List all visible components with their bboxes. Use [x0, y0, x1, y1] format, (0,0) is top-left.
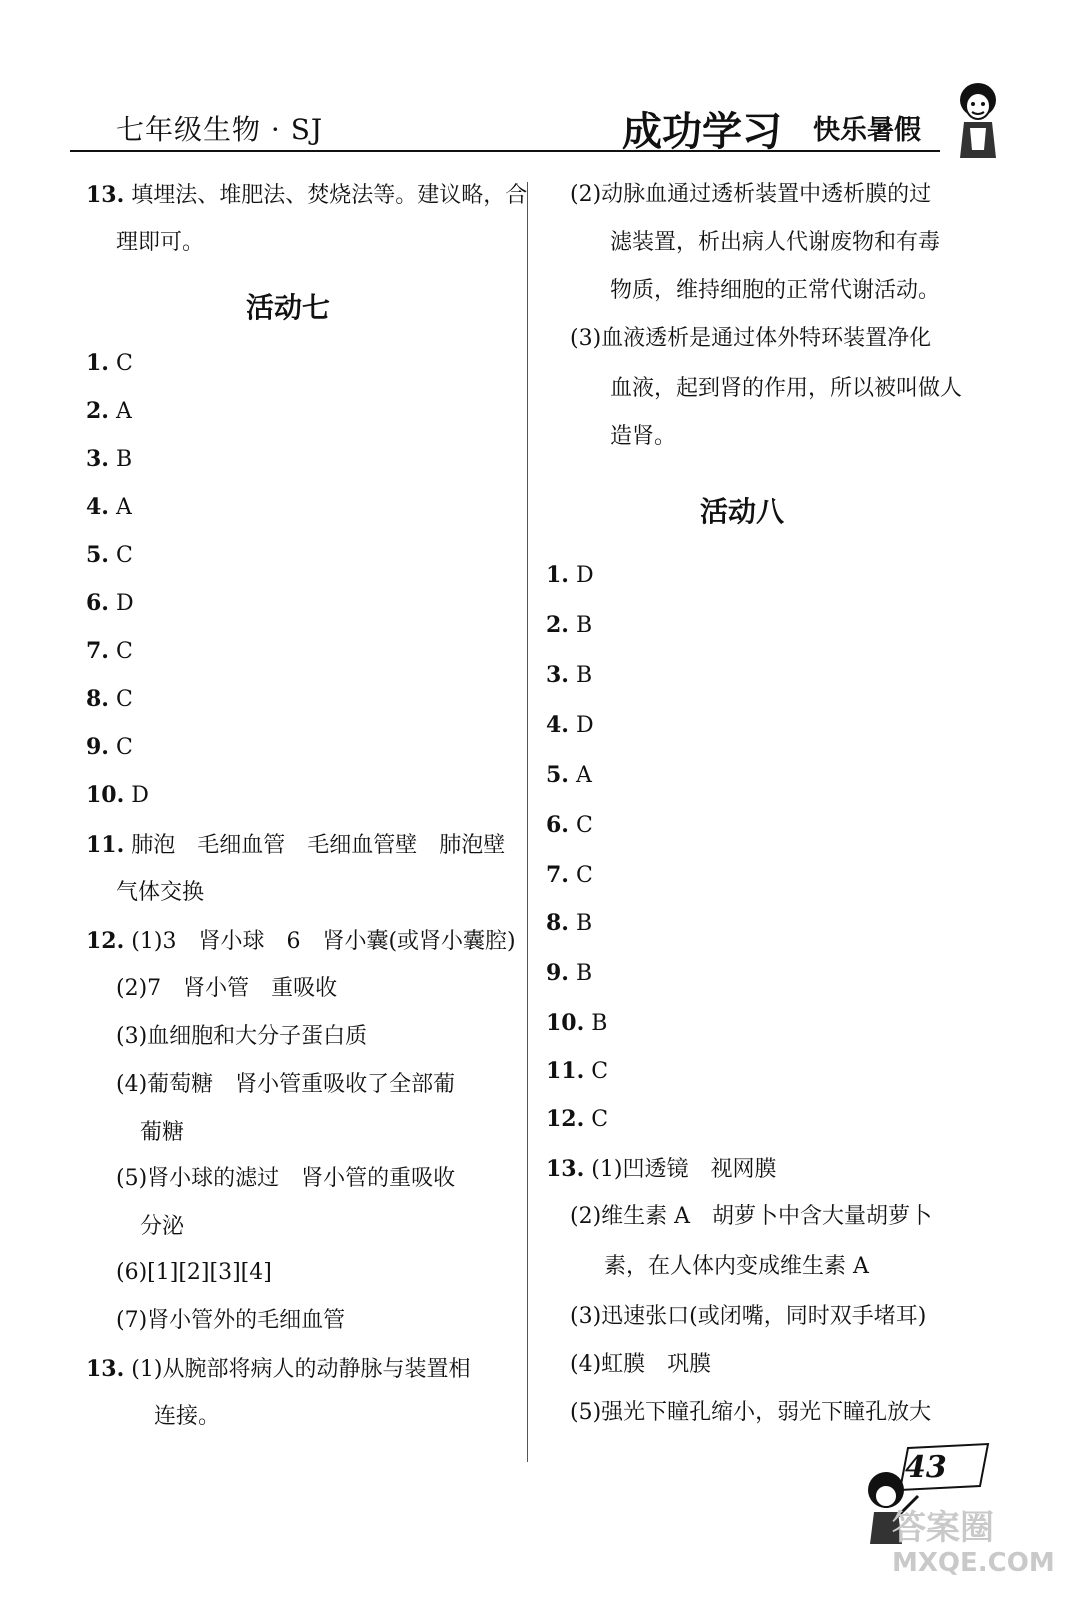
answer-item: 5. A — [546, 762, 592, 788]
answer-item: 13. (1)从腕部将病人的动静脉与装置相 — [86, 1356, 471, 1382]
answer-subitem: (4)虹膜 巩膜 — [570, 1352, 712, 1377]
answer-subitem: (5)肾小球的滤过 肾小管的重吸收 — [116, 1166, 456, 1191]
watermark: 答案圈 — [892, 1508, 994, 1548]
answer-subitem-continuation: 分泌 — [140, 1214, 185, 1239]
watermark-url: MXQE.COM — [892, 1548, 1055, 1578]
section-title: 活动七 — [246, 291, 331, 324]
answer-item: 6. D — [86, 590, 134, 616]
answer-item: 2. B — [546, 612, 593, 638]
answer-subitem: (3)迅速张口(或闭嘴，同时双手堵耳) — [570, 1304, 927, 1329]
answer-item: 4. A — [86, 494, 132, 520]
girl-mascot-icon — [948, 78, 1008, 164]
answer-subitem-continuation: 造肾。 — [610, 424, 677, 449]
answer-item: 12. C — [546, 1106, 609, 1132]
answer-subitem: (2)动脉血通过透析装置中透析膜的过 — [570, 182, 932, 207]
answer-subitem: (7)肾小管外的毛细血管 — [116, 1308, 346, 1333]
answer-item: 9. B — [546, 960, 593, 986]
answer-item: 11. C — [546, 1058, 609, 1084]
answer-item: 13. (1)凹透镜 视网膜 — [546, 1156, 777, 1182]
answer-item: 13. 填埋法、堆肥法、焚烧法等。建议略，合 — [86, 182, 528, 208]
answer-subitem: (6)[1][2][3][4] — [116, 1260, 272, 1285]
page-number: 43 — [905, 1450, 947, 1485]
answer-item: 9. C — [86, 734, 133, 760]
answer-item-continuation: 气体交换 — [116, 880, 205, 905]
answer-item: 7. C — [546, 862, 593, 888]
answer-item-continuation: 理即可。 — [116, 230, 205, 255]
answer-subitem-continuation: 葡糖 — [140, 1120, 185, 1145]
brand-subtitle: 快乐暑假 — [813, 115, 921, 146]
answer-item: 11. 肺泡 毛细血管 毛细血管壁 肺泡壁 — [86, 832, 506, 858]
answer-subitem-continuation: 滤装置，析出病人代谢废物和有毒 — [610, 230, 941, 255]
answer-item: 5. C — [86, 542, 133, 568]
answer-subitem-continuation: 物质，维持细胞的正常代谢活动。 — [610, 278, 941, 303]
answer-subitem: (4)葡萄糖 肾小管重吸收了全部葡 — [116, 1072, 456, 1097]
answer-item: 1. C — [86, 350, 133, 376]
answer-subitem-continuation: 连接。 — [154, 1404, 221, 1429]
answer-subitem: (2)维生素 A 胡萝卜中含大量胡萝卜 — [570, 1204, 933, 1229]
column-divider — [527, 182, 528, 1462]
book-subject-title: 七年级生物 · SJ — [116, 113, 324, 146]
header-divider — [70, 150, 940, 152]
answer-item: 3. B — [546, 662, 593, 688]
answer-item: 6. C — [546, 812, 593, 838]
answer-subitem-continuation: 素，在人体内变成维生素 A — [604, 1254, 869, 1279]
answer-subitem: (3)血细胞和大分子蛋白质 — [116, 1024, 368, 1049]
answer-item: 3. B — [86, 446, 133, 472]
answer-subitem: (3)血液透析是通过体外特环装置净化 — [570, 326, 932, 351]
brand-title: 成功学习 — [622, 109, 782, 155]
answer-item: 8. C — [86, 686, 133, 712]
answer-subitem-continuation: 血液，起到肾的作用，所以被叫做人 — [610, 376, 963, 401]
answer-item: 1. D — [546, 562, 594, 588]
section-title: 活动八 — [700, 495, 785, 528]
answer-item: 12. (1)3 肾小球 6 肾小囊(或肾小囊腔) — [86, 928, 516, 954]
answer-item: 4. D — [546, 712, 594, 738]
answer-item: 7. C — [86, 638, 133, 664]
answer-item: 10. D — [86, 782, 149, 808]
answer-item: 8. B — [546, 910, 593, 936]
answer-subitem: (5)强光下瞳孔缩小，弱光下瞳孔放大 — [570, 1400, 932, 1425]
answer-subitem: (2)7 肾小管 重吸收 — [116, 976, 338, 1001]
answer-item: 10. B — [546, 1010, 608, 1036]
answer-item: 2. A — [86, 398, 132, 424]
